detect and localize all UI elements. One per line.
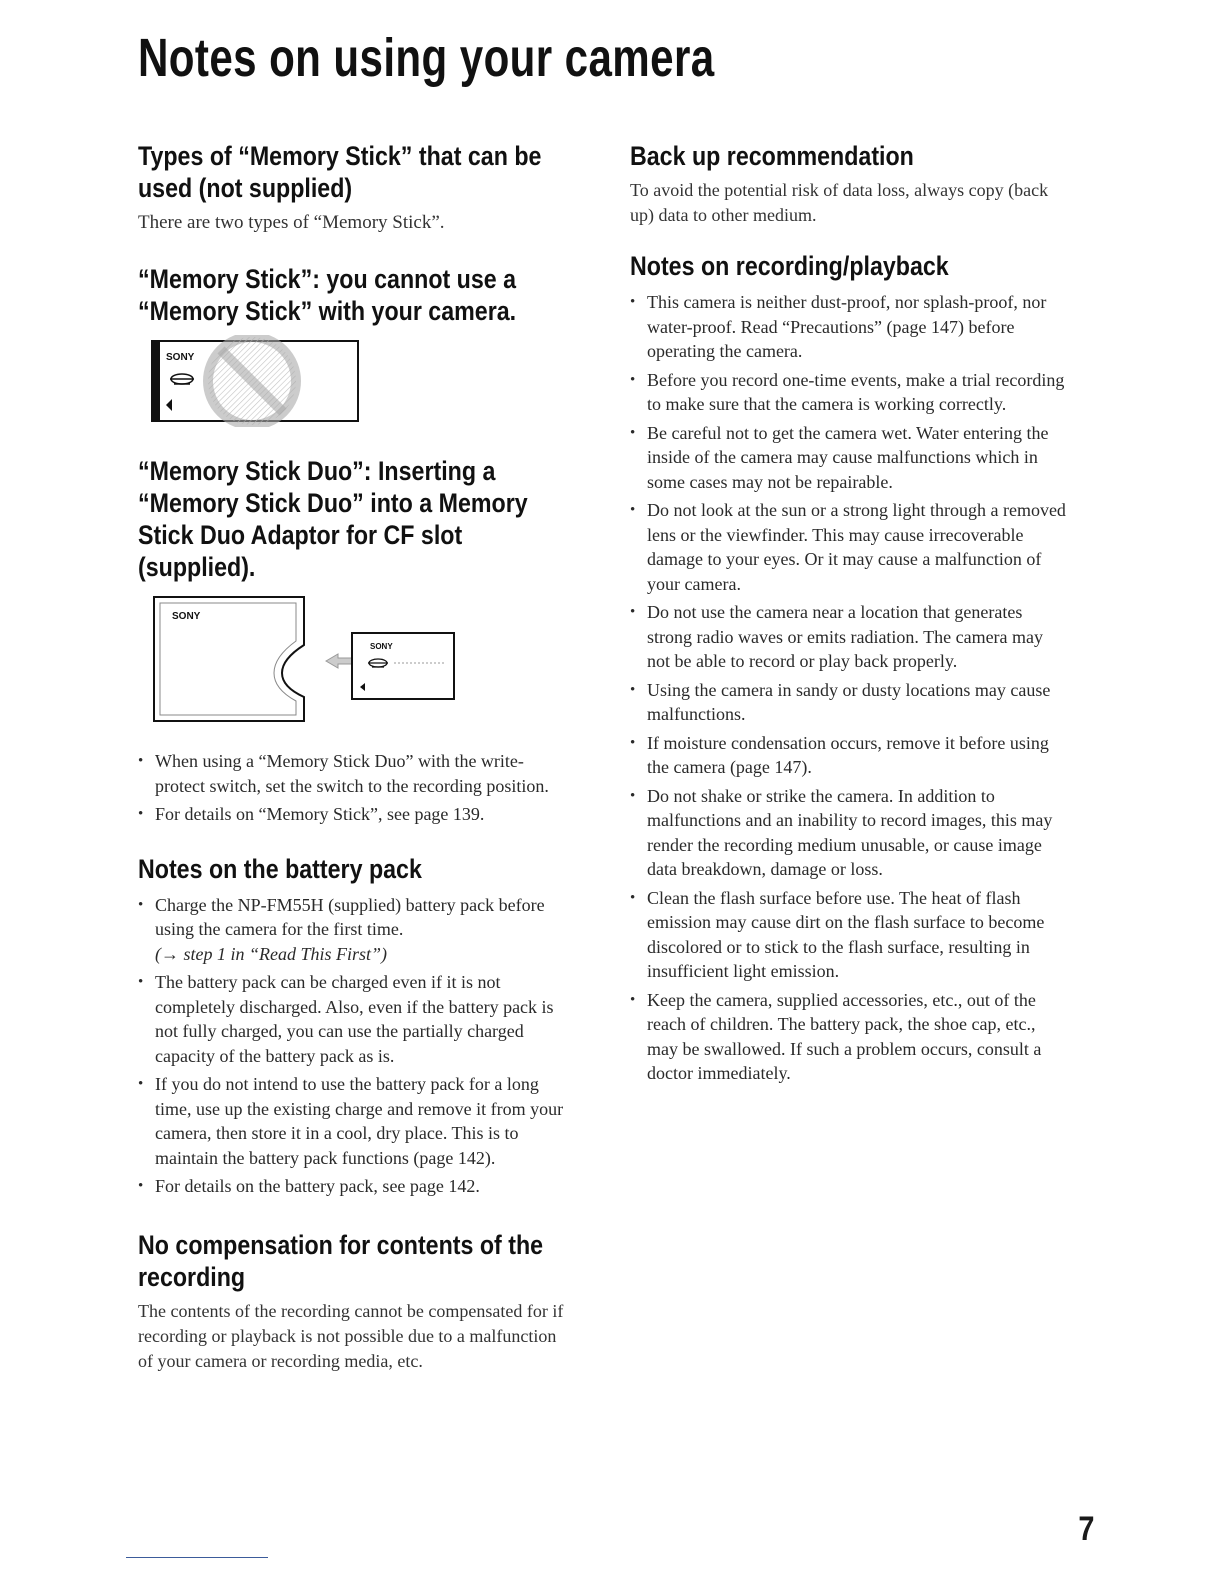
list-item: • Keep the camera, supplied accessories, etc., out of the reach of children. The battery pack, the shoe cap, etc., may be swallowed. If such a problem occurs, consult a doctor immediately. (630, 988, 1070, 1086)
list-item: • If moisture condensation occurs, remove it before using the camera (page 147). (630, 731, 1070, 780)
memory-stick-duo-heading: “Memory Stick Duo”: Inserting a “Memory Stick Duo” into a Memory Stick Duo Adaptor for CF slot (supplied). (138, 456, 528, 582)
compensation-heading: No compensation for contents of the recording (138, 1229, 544, 1292)
memory-stick-prohibited-illustration (138, 335, 370, 427)
battery-heading: Notes on the battery pack (138, 853, 422, 884)
duo-notes-list (138, 749, 570, 827)
recording-heading: Notes on recording/playback (630, 251, 949, 281)
memory-stick-duo-card (352, 633, 454, 699)
recording-notes-list (630, 290, 1070, 1086)
cf-adaptor (154, 597, 304, 721)
memory-stick-brand: SONY (166, 352, 195, 363)
list-item: • When using a “Memory Stick Duo” with the write-protect switch, set the switch to the recording position. (138, 749, 570, 798)
footer-rule (126, 1557, 268, 1558)
duo-brand: SONY (370, 642, 393, 651)
backup-heading: Back up recommendation (630, 141, 914, 171)
types-intro: There are two types of “Memory Stick”. (138, 212, 445, 233)
list-item: • Using the camera in sandy or dusty locations may cause malfunctions. (630, 678, 1070, 727)
list-item: • If you do not intend to use the battery pack for a long time, use up the existing charge and remove it from your camera, then store it in a cool, dry place. This is to maintain the battery pack functions (page 142). (138, 1072, 570, 1170)
duo-adaptor-illustration (138, 593, 468, 725)
compensation-text: The contents of the recording cannot be compensated for if recording or playback is not possible due to a malfunction of your camera or recording media, etc. (138, 1300, 564, 1371)
list-item: • The battery pack can be charged even if it is not completely discharged. Also, even if the battery pack is not fully charged, you can use the partially charged capacity of the battery pack as is. (138, 970, 570, 1068)
list-item: • For details on “Memory Stick”, see page 139. (138, 802, 570, 827)
adaptor-brand: SONY (172, 611, 201, 622)
insert-arrow-icon (326, 654, 352, 668)
left-column (138, 140, 570, 1374)
memory-stick-heading: “Memory Stick”: you cannot use a “Memory Stick” with your camera. (138, 264, 517, 326)
types-heading: Types of “Memory Stick” that can be used (not supplied) (138, 141, 542, 203)
backup-text: To avoid the potential risk of data loss, always copy (back up) data to other medium. (630, 180, 1049, 225)
battery-notes-list (138, 893, 570, 1199)
list-item: • Do not look at the sun or a strong light through a removed lens or the viewfinder. This may cause irrecoverable damage to your eyes. Or it may cause a malfunction of your camera. (630, 498, 1070, 596)
list-item: • For details on the battery pack, see page 142. (138, 1174, 570, 1199)
list-item: • Before you record one-time events, make a trial recording to make sure that the camera is working correctly. (630, 368, 1070, 417)
right-column (630, 140, 1070, 1090)
list-item: • This camera is neither dust-proof, nor splash-proof, nor water-proof. Read “Precautions” (page 147) before operating the camera. (630, 290, 1070, 364)
list-item: • Do not shake or strike the camera. In addition to malfunctions and an inability to record images, this may render the recording medium unusable, or cause image data breakdown, damage or loss. (630, 784, 1070, 882)
page-number: 7 (1078, 1510, 1095, 1548)
page-title: Notes on using your camera (138, 28, 715, 88)
list-item: • Clean the flash surface before use. The heat of flash emission may cause dirt on the flash surface to become discolored or to stick to the flash surface, resulting in insufficient light emission. (630, 886, 1070, 984)
list-item: • Do not use the camera near a location that generates strong radio waves or emits radiation. The camera may not be able to record or play back properly. (630, 600, 1070, 674)
list-item (138, 893, 570, 967)
list-item: • Be careful not to get the camera wet. Water entering the inside of the camera may cause malfunctions which in some cases may not be repairable. (630, 421, 1070, 495)
battery-bullet-1-text: Charge the NP-FM55H (supplied) battery pack before using the camera for the first time. (155, 894, 545, 939)
battery-bullet-1-ref: (→ step 1 in “Read This First”) (155, 943, 388, 964)
